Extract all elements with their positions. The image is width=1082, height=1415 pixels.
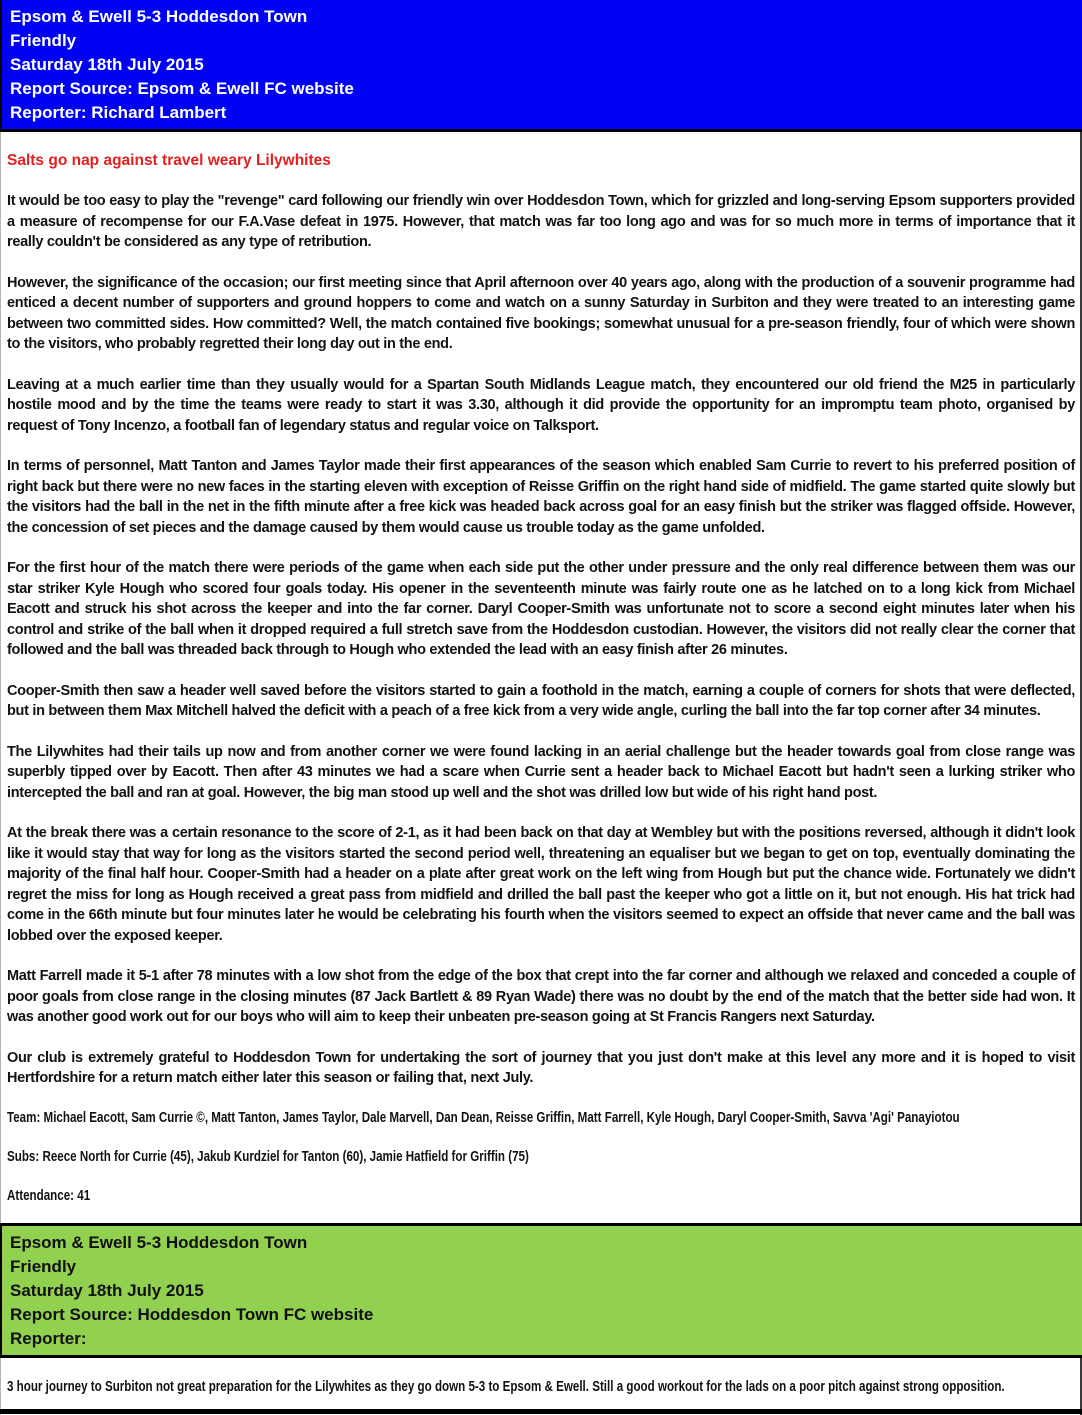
paragraph: The Lilywhites had their tails up now and from another corner we were found lacking in an aerial challenge but the header towards goal from close range was superbly tipped over by Eacott. Then after 43 minutes we had a scare when Currie sent a header back to Michael Eacott but hadn't seen a lurking striker who intercepted the ball and ran at goal. However, the big man stood up well and the shot was drilled low but wide of his right hand post. — [7, 743, 1075, 801]
reporter: Reporter: Richard Lambert — [10, 103, 227, 122]
paragraph: It would be too easy to play the "revenge" card following our friendly win over Hoddesdon Town, which for grizzled and long-serving Epsom supporters provided a measure of recompense for our F.A.Vase defeat in 1975. However, that match was far too long ago and was for so much more in terms of importance that it really couldn't be considered as any type of retribution. — [7, 193, 1075, 250]
competition: Friendly — [10, 31, 77, 50]
paragraph: However, the significance of the occasion; our first meeting since that April afternoon over 40 years ago, along with the production of a souvenir programme had enticed a decent number of supporters and ground hoppers to come and watch on a sunny Saturday in Surbiton and they were treated to an interesting game between two committed sides. How committed? Well, the match contained five bookings; somewhat unusual for a pre-season friendly, four of which were shown to the visitors, who probably regretted their long day out in the end. — [7, 274, 1075, 352]
paragraph: 3 hour journey to Surbiton not great preparation for the Lilywhites as they go down 5-3 to Epsom & Ewell. Still a good workout for the lads on a poor pitch against strong opposition. — [7, 1378, 1005, 1395]
paragraph: At the break there was a certain resonance to the score of 2-1, as it had been back on that day at Wembley but with the positions reversed, although it didn't look like it would stay that way for long as the visitors started the second period well, threatening an equaliser but we began to get on top, eventually dominating the majority of the final half hour. Cooper-Smith had a header on a plate after great work on the left wing from Hough but put the chance wide. Fortunately we didn't regret the miss for long as Hough received a great pass from midfield and drilled the ball past the keeper who got a little on it, but not enough. His hat trick had come in the 66th minute but four minutes later he would be celebrating his fourth when the visitors seemed to expect an offside that never came and the ball was lobbed over the exposed keeper. — [7, 825, 1075, 944]
paragraph: In terms of personnel, Matt Tanton and James Taylor made their first appearances of the season which enabled Sam Currie to revert to his preferred position of right back but there were no new faces in the starting eleven with exception of Reisse Griffin on the right hand side of midfield. The game started quite slowly but the visitors had the ball in the net in the fifth minute after a free kick was headed back across goal for an easy finish but the striker was flagged offside. However, the concession of set pieces and the damage caused by them would cause us trouble today as the game unfolded. — [7, 458, 1075, 536]
attendance-line: Attendance: 41 — [7, 1187, 91, 1204]
team-line: Team: Michael Eacott, Sam Currie ©, Matt Tanton, James Taylor, Dale Marvell, Dan Dean, Reisse Griffin, Matt Farrell, Kyle Hough, Daryl Cooper-Smith, Savva 'Agi' Panayiotou — [7, 1109, 960, 1126]
next-section-top-border — [0, 1409, 1082, 1414]
team-section — [7, 1089, 1075, 1206]
subs-line: Subs: Reece North for Currie (45), Jakub Kurdziel for Tanton (60), Jamie Hatfield for Griffin (75) — [7, 1148, 529, 1165]
report-header-hoddesdon — [0, 1223, 1082, 1358]
section-gap — [0, 1206, 1082, 1223]
paragraph: Leaving at a much earlier time than they usually would for a Spartan South Midlands League match, they encountered our old friend the M25 in particularly hostile mood and by the time the teams were ready to start it was 3.30, although it did provide the opportunity for an impromptu team photo, organised by request of Tony Incenzo, a football fan of legendary status and regular voice on Talksport. — [7, 376, 1075, 434]
report-body-hoddesdon — [0, 1358, 1082, 1397]
report-header-epsom — [0, 0, 1082, 132]
match-date: Saturday 18th July 2015 — [10, 1280, 204, 1300]
paragraph: Our club is extremely grateful to Hoddesdon Town for undertaking the sort of journey that you just don't make at this level any more and it is hoped to visit Hertfordshire for a return match either later this season or failing that, next July. — [7, 1049, 1075, 1086]
reporter: Reporter: — [10, 1328, 87, 1348]
competition: Friendly — [10, 1256, 77, 1276]
hoddesdon-report-section — [7, 1358, 1075, 1397]
match-title: Epsom & Ewell 5-3 Hoddesdon Town — [10, 1232, 308, 1252]
report-headline: Salts go nap against travel weary Lilywhites — [7, 152, 331, 169]
report-body-epsom — [0, 151, 1082, 1206]
match-date: Saturday 18th July 2015 — [10, 55, 204, 74]
report-source: Report Source: Epsom & Ewell FC website — [10, 79, 354, 98]
paragraph: For the first hour of the match there were periods of the game when each side put the other under pressure and the only real difference between them was our star striker Kyle Hough who scored four goals today. His opener in the seventeenth minute was fairly route one as he latched on to a long kick from Michael Eacott and struck his shot across the keeper and into the far corner. Daryl Cooper-Smith was unfortunate not to score a second eight minutes later when his control and strike of the ball when it dropped required a full stretch save from the Hoddesdon custodian. However, the visitors did not really clear the corner that followed and the ball was threaded back through to Hough who extended the lead with an easy finish after 26 minutes. — [7, 560, 1075, 658]
paragraph: Cooper-Smith then saw a header well saved before the visitors started to gain a foothold in the match, earning a couple of corners for shots that were deflected, but in between them Max Mitchell halved the deficit with a peach of a free kick from a very wide angle, curling the ball into the far top corner after 34 minutes. — [7, 682, 1075, 719]
paragraph: Matt Farrell made it 5-1 after 78 minutes with a low shot from the edge of the box that crept into the far corner and although we relaxed and conceded a couple of poor goals from close range in the closing minutes (87 Jack Bartlett & 89 Ryan Wade) there was no doubt by the end of the match that the better side had won. It was another good work out for our boys who will aim to keep their unbeaten pre-season going at St Francis Rangers next Saturday. — [7, 968, 1075, 1025]
match-title: Epsom & Ewell 5-3 Hoddesdon Town — [10, 7, 308, 26]
report-source: Report Source: Hoddesdon Town FC website — [10, 1304, 374, 1324]
